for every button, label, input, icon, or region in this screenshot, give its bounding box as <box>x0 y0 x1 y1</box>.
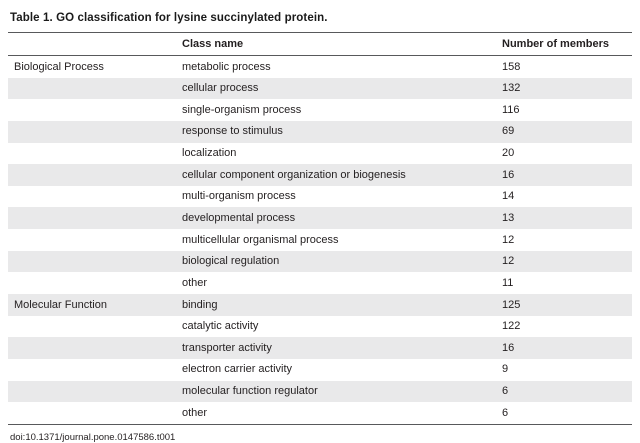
column-header-category <box>8 33 176 56</box>
cell-class-name: metabolic process <box>176 56 496 78</box>
cell-category <box>8 381 176 403</box>
column-header-class-name: Class name <box>176 33 496 56</box>
cell-category <box>8 207 176 229</box>
table-row <box>8 56 632 78</box>
table-row <box>8 121 632 143</box>
table-row <box>8 316 632 338</box>
cell-class-name: multi-organism process <box>176 186 496 208</box>
cell-members: 125 <box>496 294 632 316</box>
cell-members: 6 <box>496 402 632 424</box>
cell-class-name: catalytic activity <box>176 316 496 338</box>
cell-class-name: cellular component organization or biogenesis <box>176 164 496 186</box>
cell-members: 122 <box>496 316 632 338</box>
cell-category <box>8 186 176 208</box>
cell-class-name: biological regulation <box>176 251 496 273</box>
table-row <box>8 164 632 186</box>
table-row <box>8 229 632 251</box>
cell-members: 11 <box>496 272 632 294</box>
table-body <box>8 56 632 425</box>
table-row <box>8 78 632 100</box>
table-caption: Table 1. GO classification for lysine succinylated protein. <box>10 12 328 24</box>
table-header <box>8 33 632 56</box>
cell-category <box>8 272 176 294</box>
table-row <box>8 251 632 273</box>
table-row <box>8 381 632 403</box>
cell-members: 16 <box>496 337 632 359</box>
cell-class-name: binding <box>176 294 496 316</box>
cell-members: 12 <box>496 229 632 251</box>
cell-category <box>8 164 176 186</box>
cell-category <box>8 359 176 381</box>
table-row <box>8 207 632 229</box>
cell-category <box>8 78 176 100</box>
cell-class-name: cellular process <box>176 78 496 100</box>
cell-members: 132 <box>496 78 632 100</box>
cell-category <box>8 99 176 121</box>
table-row <box>8 294 632 316</box>
go-classification-table <box>8 32 632 425</box>
cell-class-name: multicellular organismal process <box>176 229 496 251</box>
cell-members: 116 <box>496 99 632 121</box>
cell-category <box>8 402 176 424</box>
cell-class-name: developmental process <box>176 207 496 229</box>
cell-members: 14 <box>496 186 632 208</box>
table-row <box>8 186 632 208</box>
cell-members: 20 <box>496 143 632 165</box>
table-row <box>8 143 632 165</box>
table-row <box>8 272 632 294</box>
cell-members: 9 <box>496 359 632 381</box>
cell-category <box>8 229 176 251</box>
cell-category <box>8 143 176 165</box>
cell-members: 6 <box>496 381 632 403</box>
cell-class-name: transporter activity <box>176 337 496 359</box>
cell-class-name: molecular function regulator <box>176 381 496 403</box>
doi-text: doi:10.1371/journal.pone.0147586.t001 <box>10 431 176 443</box>
cell-category <box>8 337 176 359</box>
cell-class-name: localization <box>176 143 496 165</box>
cell-members: 16 <box>496 164 632 186</box>
cell-class-name: response to stimulus <box>176 121 496 143</box>
cell-class-name: other <box>176 272 496 294</box>
cell-members: 158 <box>496 56 632 78</box>
table-row <box>8 99 632 121</box>
cell-category: Molecular Function <box>8 294 176 316</box>
cell-members: 12 <box>496 251 632 273</box>
cell-class-name: electron carrier activity <box>176 359 496 381</box>
table-row <box>8 359 632 381</box>
column-header-members: Number of members <box>496 33 632 56</box>
cell-members: 13 <box>496 207 632 229</box>
cell-category <box>8 121 176 143</box>
cell-category <box>8 316 176 338</box>
table-header-row <box>8 33 632 56</box>
cell-members: 69 <box>496 121 632 143</box>
table-row <box>8 402 632 424</box>
table-row <box>8 337 632 359</box>
cell-class-name: other <box>176 402 496 424</box>
cell-category <box>8 251 176 273</box>
cell-class-name: single-organism process <box>176 99 496 121</box>
cell-category: Biological Process <box>8 56 176 78</box>
